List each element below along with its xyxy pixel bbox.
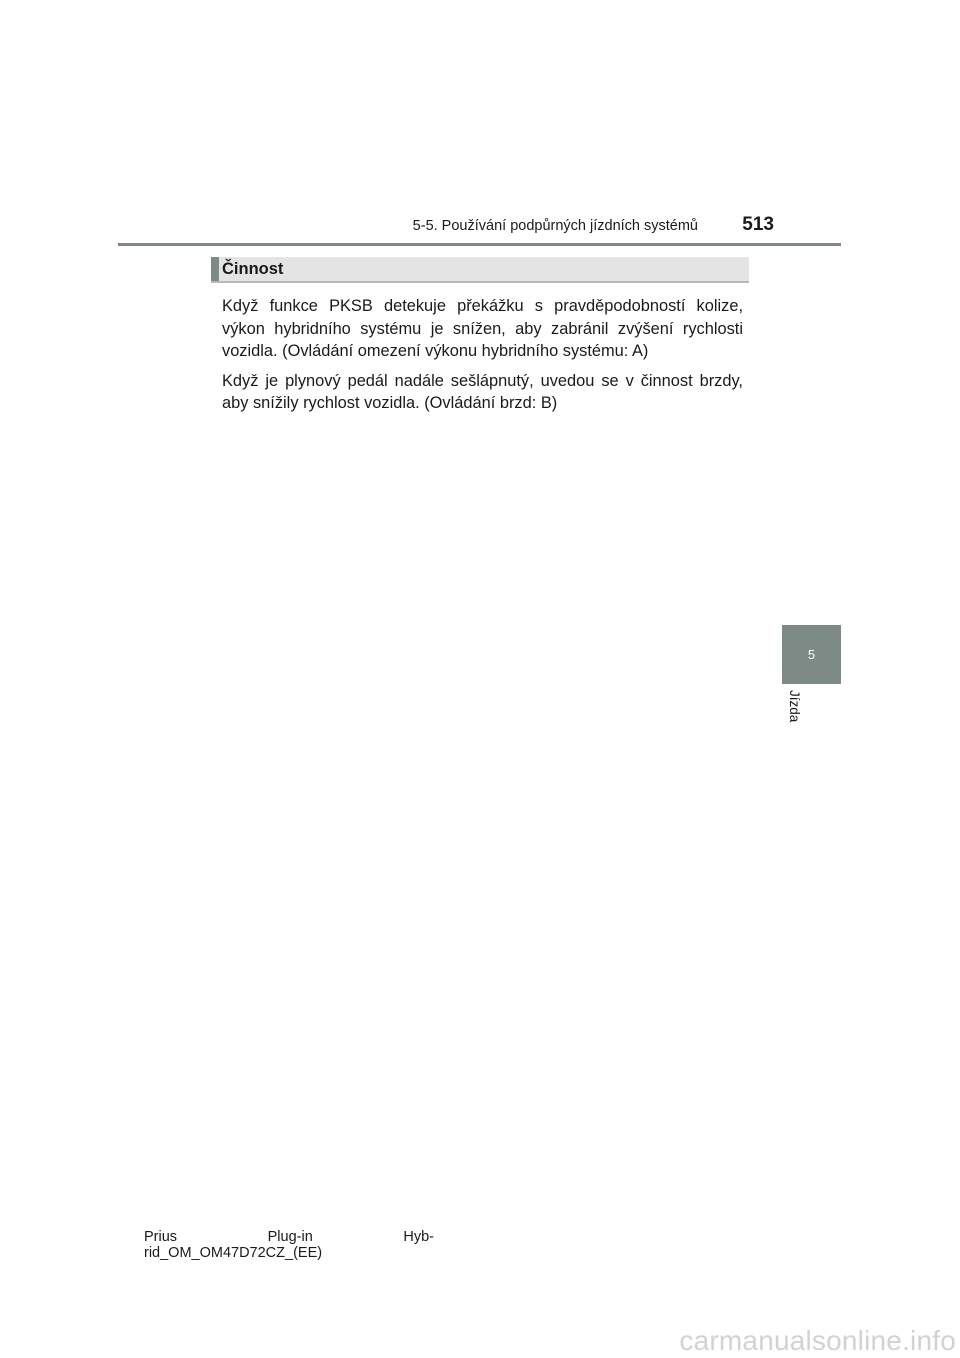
page-number: 513 xyxy=(742,214,774,235)
footer-document-code xyxy=(144,1229,434,1261)
chapter-name-label: Jízda xyxy=(787,690,802,723)
footer-line-1 xyxy=(144,1229,434,1245)
chapter-number: 5 xyxy=(807,647,816,662)
paragraph-1: Když funkce PKSB detekuje překážku s pravděpodobností kolize, výkon hybridního systému je snížen, aby zabránil zvýšení rychlosti vozidla. (Ovládání omezení výkonu hybridního systému: A) xyxy=(222,297,743,360)
watermark: carmanualsonline.info xyxy=(679,1325,956,1356)
section-heading-accent xyxy=(211,257,219,281)
chapter-tab xyxy=(782,625,841,684)
header-divider xyxy=(118,243,841,246)
section-heading-bar xyxy=(211,257,749,283)
section-title: Činnost xyxy=(222,260,284,278)
running-header-title: 5-5. Používání podpůrných jízdních systémů xyxy=(412,218,698,234)
body-text xyxy=(222,295,743,422)
footer-word-1: Prius xyxy=(144,1229,178,1245)
footer-word-2: Plug-in xyxy=(267,1229,313,1245)
chapter-name xyxy=(787,690,809,740)
paragraph-2: Když je plynový pedál nadále sešlápnutý, uvedou se v činnost brzdy, aby snížily rychlost vozidla. (Ovládání brzd: B) xyxy=(222,371,743,412)
footer-line-2: rid_OM_OM47D72CZ_(EE) xyxy=(144,1245,323,1261)
footer-word-3: Hyb- xyxy=(403,1229,434,1245)
